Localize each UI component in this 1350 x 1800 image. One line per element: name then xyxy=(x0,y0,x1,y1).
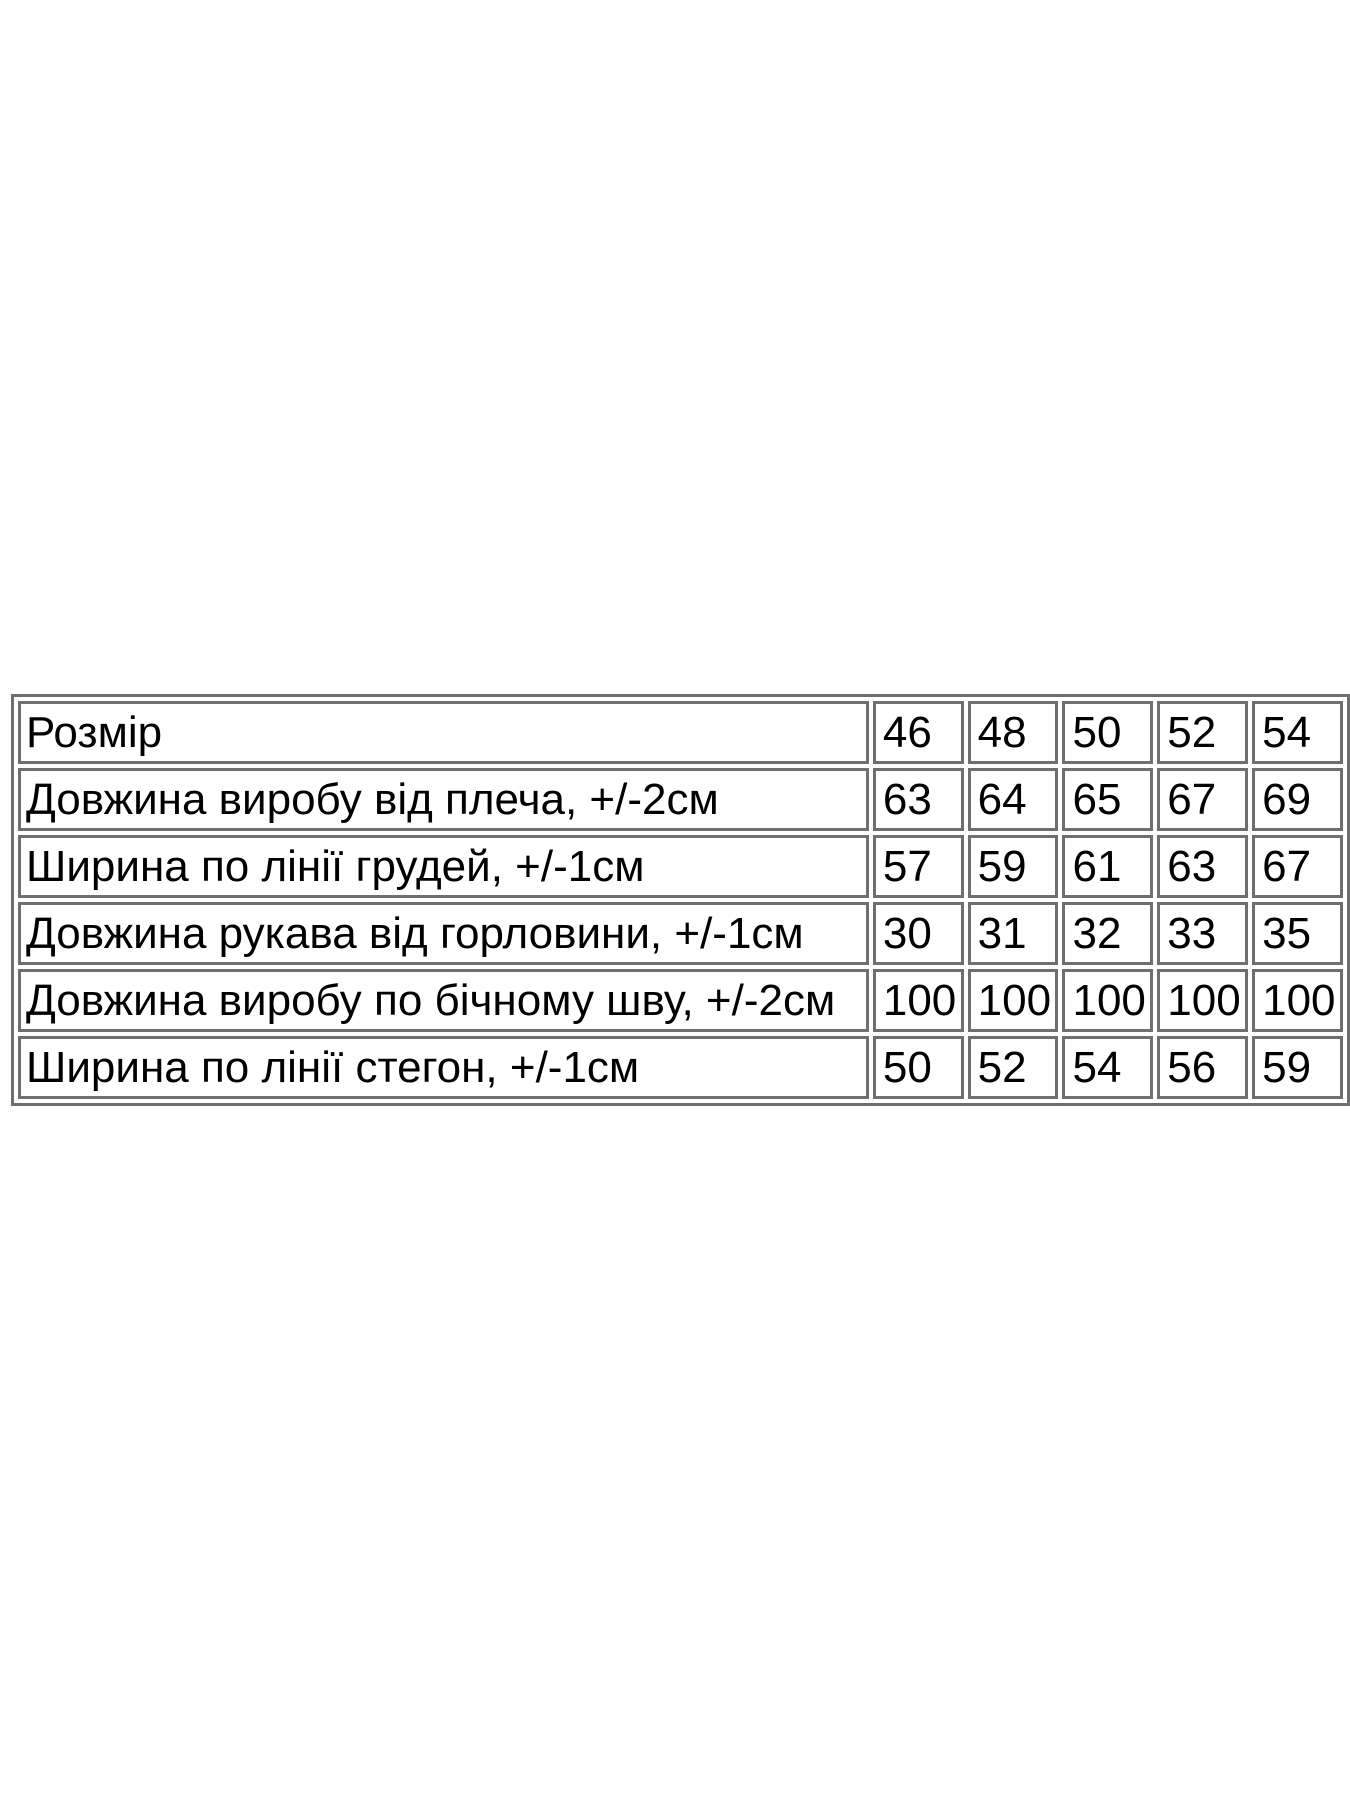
cell-value: 31 xyxy=(968,902,1059,965)
cell-value: 32 xyxy=(1062,902,1153,965)
cell-value: 50 xyxy=(873,1036,964,1099)
size-chart-table xyxy=(11,694,1350,1106)
cell-value: 52 xyxy=(1157,701,1248,764)
cell-value: 35 xyxy=(1252,902,1343,965)
cell-value: 63 xyxy=(873,768,964,831)
table-row xyxy=(18,902,1343,965)
cell-value: 46 xyxy=(873,701,964,764)
cell-value: 100 xyxy=(873,969,964,1032)
cell-value: 63 xyxy=(1157,835,1248,898)
row-label: Довжина виробу від плеча, +/-2см xyxy=(18,768,869,831)
cell-value: 30 xyxy=(873,902,964,965)
cell-value: 59 xyxy=(968,835,1059,898)
cell-value: 52 xyxy=(968,1036,1059,1099)
cell-value: 65 xyxy=(1062,768,1153,831)
cell-value: 33 xyxy=(1157,902,1248,965)
table-row xyxy=(18,768,1343,831)
row-label: Ширина по лінії стегон, +/-1см xyxy=(18,1036,869,1099)
row-label: Довжина рукава від горловини, +/-1см xyxy=(18,902,869,965)
table-row xyxy=(18,835,1343,898)
cell-value: 100 xyxy=(1062,969,1153,1032)
cell-value: 50 xyxy=(1062,701,1153,764)
cell-value: 59 xyxy=(1252,1036,1343,1099)
cell-value: 61 xyxy=(1062,835,1153,898)
row-label: Розмір xyxy=(18,701,869,764)
cell-value: 64 xyxy=(968,768,1059,831)
cell-value: 100 xyxy=(968,969,1059,1032)
cell-value: 67 xyxy=(1252,835,1343,898)
cell-value: 67 xyxy=(1157,768,1248,831)
cell-value: 54 xyxy=(1252,701,1343,764)
row-label: Довжина виробу по бічному шву, +/-2см xyxy=(18,969,869,1032)
table-row xyxy=(18,969,1343,1032)
size-chart-body xyxy=(18,701,1343,1099)
cell-value: 54 xyxy=(1062,1036,1153,1099)
table-row xyxy=(18,701,1343,764)
table-row xyxy=(18,1036,1343,1099)
row-label: Ширина по лінії грудей, +/-1см xyxy=(18,835,869,898)
cell-value: 100 xyxy=(1252,969,1343,1032)
cell-value: 100 xyxy=(1157,969,1248,1032)
cell-value: 48 xyxy=(968,701,1059,764)
cell-value: 69 xyxy=(1252,768,1343,831)
cell-value: 57 xyxy=(873,835,964,898)
cell-value: 56 xyxy=(1157,1036,1248,1099)
